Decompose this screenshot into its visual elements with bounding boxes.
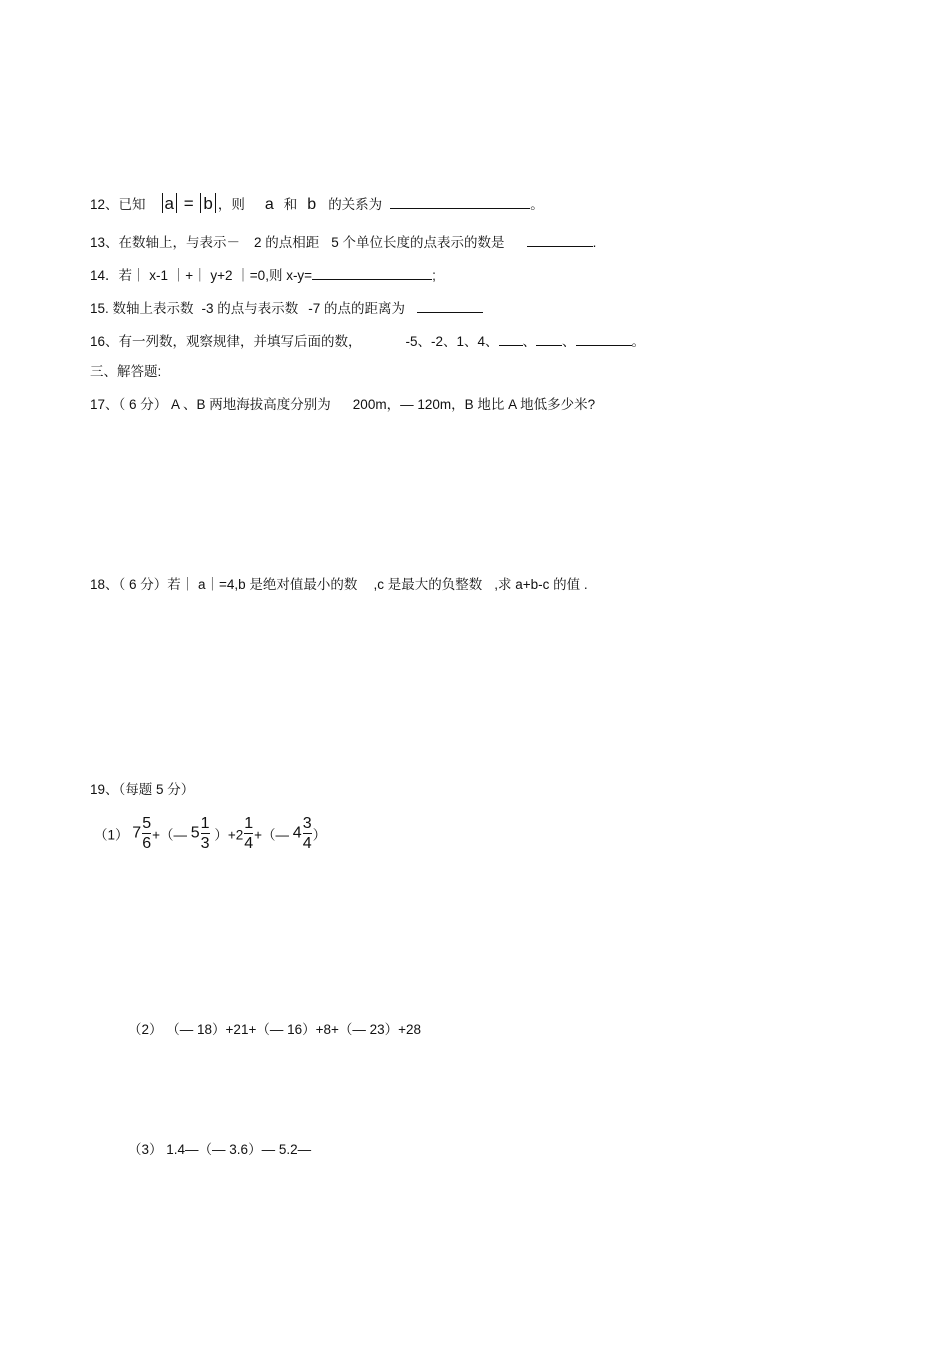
q19-p3-expression: 1.4—（— 3.6）— 5.2— (166, 1142, 312, 1157)
question-15 (90, 299, 483, 318)
q16-blank-3[interactable] (576, 332, 632, 346)
q18-part2: ,c 是最大的负整数 (373, 577, 483, 592)
q19-part1 (94, 814, 326, 853)
q17-part1: 17、（ 6 分） A 、B 两地海拔高度分别为 (90, 397, 331, 412)
fraction: $\frac{1}{4}$ (244, 815, 254, 852)
question-12 (90, 193, 544, 214)
q12-prefix: 12、已知 (90, 197, 146, 212)
question-19-title: 19、（每题 5 分） (90, 782, 195, 797)
q13-part2: 2 的点相距 (254, 235, 320, 250)
q13-part3: 5 个单位长度的点表示的数是 (331, 235, 505, 250)
q15-part3: -7 的点的距离为 (308, 301, 406, 316)
q14-part1: 14．若｜ x-1 ｜+｜ y+2 ｜=0,则 x-y= (90, 268, 313, 283)
q19-part3 (128, 1138, 311, 1158)
equals-sign: = (183, 194, 194, 213)
q12-suffix: 的关系为 (328, 197, 383, 212)
question-17 (90, 396, 595, 414)
section-title: 三、解答题: (90, 364, 162, 379)
mixed-number-whole: 7 (132, 824, 142, 842)
q14-answer-blank[interactable] (312, 266, 432, 280)
mixed-number-whole: 4 (292, 824, 302, 842)
q13-part1: 13、在数轴上，与表示－ (90, 235, 241, 250)
q16-sep1: 、 (522, 334, 537, 349)
q16-part1: 16、有一列数，观察规律，并填写后面的数， (90, 334, 362, 349)
q18-part1: 18、（ 6 分）若｜ a｜=4,b 是绝对值最小的数 (90, 577, 358, 592)
q12-end: 。 (530, 197, 544, 212)
fraction: $\frac{3}{4}$ (302, 815, 312, 852)
close-paren: ） (312, 827, 327, 843)
q12-and: 和 (283, 197, 298, 212)
q19-p2-expression: （— 18）+21+（— 16）+8+（— 23）+28 (166, 1022, 422, 1037)
question-16 (90, 332, 645, 351)
q12-b: b (307, 196, 317, 213)
q16-blank-2[interactable] (536, 332, 562, 346)
q13-answer-blank[interactable] (527, 233, 593, 247)
question-18 (90, 576, 588, 594)
question-13 (90, 233, 596, 252)
operator: +（— (152, 827, 187, 843)
q19-p2-label: （2） (128, 1022, 163, 1037)
operator: +（— (254, 827, 290, 843)
q19-part2 (128, 1018, 421, 1038)
q12-mid: ，则 (217, 197, 245, 212)
question-14 (90, 266, 436, 285)
q15-part2: -3 的点与表示数 (201, 301, 299, 316)
mixed-number-whole: 5 (190, 824, 200, 842)
q16-sequence: -5、-2、1、4、 (405, 334, 499, 349)
q18-part3: ,求 a+b-c 的值 . (494, 577, 588, 592)
q12-answer-blank[interactable] (390, 195, 530, 209)
q19-p3-label: （3） (128, 1142, 163, 1157)
abs-a-expression (160, 194, 218, 213)
q15-answer-blank[interactable] (417, 299, 483, 313)
abs-a-var: a (164, 194, 174, 213)
fraction: $\frac{5}{6}$ (142, 815, 152, 852)
q16-end: 。 (631, 334, 646, 349)
q16-blank-1[interactable] (499, 332, 523, 346)
q17-part2: 200m，— 120m，B 地比 A 地低多少米? (352, 397, 596, 412)
q19-p1-label: （1） (94, 827, 129, 843)
q16-sep2: 、 (562, 334, 576, 349)
q15-part1: 15. 数轴上表示数 (90, 301, 194, 316)
operator: ）+2 (214, 827, 244, 843)
q12-a: a (264, 196, 274, 213)
q14-end: ; (432, 268, 436, 283)
q13-end: . (592, 235, 597, 250)
fraction: $\frac{1}{3}$ (200, 815, 210, 852)
abs-b-var: b (203, 194, 213, 213)
